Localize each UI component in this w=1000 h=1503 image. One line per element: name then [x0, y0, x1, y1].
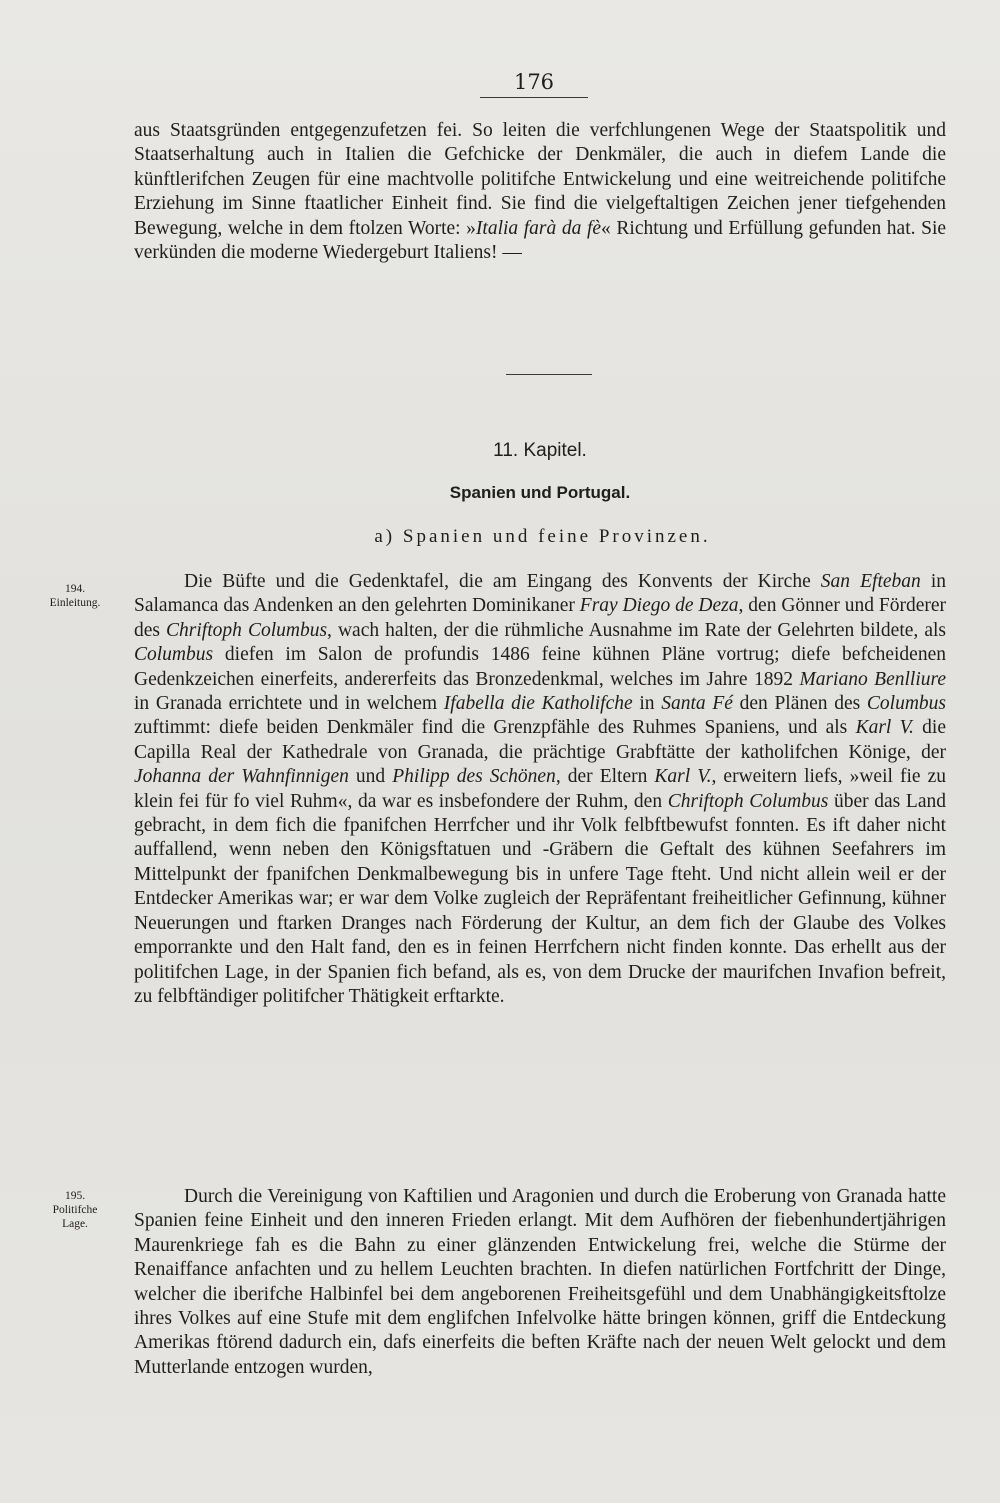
italic-name: San Efteban	[820, 571, 921, 592]
italic-name: Santa Fé	[661, 693, 733, 715]
text-run: in	[632, 693, 662, 715]
intro-motto: Italia farà da fè	[475, 217, 602, 239]
chapter-title: Spanien und Portugal.	[449, 483, 631, 502]
text-run: , der Eltern	[555, 766, 655, 788]
italic-name: Chriftoph Columbus	[667, 790, 829, 812]
text-run: , den Gönner und Förderer des	[134, 595, 946, 641]
text-run: den Plänen des	[732, 693, 867, 715]
margin-note-194	[30, 582, 120, 610]
page-number: 176	[480, 70, 588, 98]
chapter-number: 11. Kapitel.	[493, 440, 587, 461]
paragraph-194	[134, 570, 946, 1009]
italic-name: Chriftoph Columbus	[166, 619, 328, 641]
italic-name: Karl V.	[654, 766, 712, 788]
italic-name: Ifabella die Katholifche	[443, 693, 633, 715]
text-run: zuftimmt: diefe beiden Denkmäler find die Grenzpfähle des Ruhmes Spaniens, und als	[134, 717, 856, 739]
margin-note-number: 194.	[64, 583, 86, 595]
section-divider	[506, 374, 592, 375]
text-run: , wach halten, der die rühmliche Ausnahme im Rate der Gelehrten bildete, als	[327, 619, 946, 641]
italic-name: Fray Diego de Deza	[579, 595, 739, 617]
margin-note-195	[30, 1189, 120, 1231]
margin-note-label: Einleitung.	[49, 597, 101, 609]
intro-text-end: « Richtung und Erfüllung gefunden hat. Sie verkünden die moderne Wiedergeburt Italiens! —	[134, 217, 947, 264]
paragraph-195: Durch die Vereinigung von Kaftilien und Aragonien und durch die Eroberung von Granada hatte Spanien feine Einheit und den inneren Frieden erlangt. Mit dem Aufhören der fiebenhundertjährigen Maurenkriege fah es die Bahn zu einer glänzenden Entwickelung frei, welche die Stürme der Renaiffance anfachten und zu hellem Leuchten brachten. In diefen natürlichen Fortfchritt der Dinge, welcher die iberifche Halbinfel bei dem angeborenen Freiheitsgefühl und dem Unabhängigkeitsftolze ihres Volkes auf eine Stufe mit dem englifchen Infelvolke hätte bringen können, griff die Entdeckung Amerikas ftörend dadurch ein, dafs einerfeits die beften Kräfte nach der neuen Welt gelockt und dem Mutterlande entzogen wurden,	[134, 1186, 946, 1378]
italic-name: Columbus	[866, 693, 947, 715]
italic-name: Karl V.	[855, 717, 914, 739]
text-run: in Granada errichtete und in welchem	[134, 693, 444, 715]
text-run: über das Land gebracht, in dem fich die fpanifchen Herrfcher und ihr Volk felbftbewufst fonnten. Es ift daher nicht auffallend, wenn neben den Königsftatuen und -Gräbern die Geftalt des kühnen Seefahrers im Mittelpunkt der fpanifchen Denkmalbewegung bis in unfere Tage fteht. Und nicht allein weil er der Entdecker Amerikas war; er war dem Volke zugleich der Repräfentant freiheitlicher Gefinnung, kühner Neuerungen und ftarken Dranges nach Förderung der Kultur, an dem fich der Glaube des Volkes emporrankte und den Halt fand, den es in feinen Herrfchern nicht finden konnte. Das erhellt aus der politifchen Lage, in der Spanien fich befand, als es, von dem Drucke der maurifchen Invafion befreit, zu felbftändiger politifcher Thätigkeit erftarkte.	[134, 790, 946, 1007]
paragraph-intro	[134, 119, 946, 265]
text-run: Die Büfte und die Gedenktafel, die am Eingang des Konvents der Kirche	[184, 571, 821, 592]
margin-note-label: Politifche	[52, 1204, 98, 1216]
text-run: , erweitern liefs, »weil fie zu klein fei für fo viel Ruhm«, da war es insbefondere der Ruhm, den	[134, 766, 947, 812]
intro-text: aus Staatsgründen entgegenzufetzen fei. So leiten die verfchlungenen Wege der Staatspolitik und Staatserhaltung auch in Italien die Gefchicke der Denkmäler, die auch in diefem Lande die künftlerifchen Zeugen für eine machtvolle politifche Entwickelung und eine weitreichende politifche Erziehung im Sinne ftaatlicher Einheit find. Sie find die vielgeftaltigen Zeichen jener tiefgehenden Bewegung, welche in dem ftolzen Worte: »	[134, 120, 946, 239]
text-run: in Salamanca das Andenken an den gelehrten Dominikaner	[134, 571, 946, 617]
text-run: diefen im Salon de profundis 1486 feine kühnen Pläne vortrug; diefe befcheidenen Gedenkzeichen einerfeits, andererfeits das Bronzedenkmal, welches im Jahre 1892	[134, 644, 946, 690]
italic-name: Philipp des Schönen	[392, 766, 556, 788]
italic-name: Mariano Benlliure	[799, 668, 947, 690]
text-run: die Capilla Real der Kathedrale von Granada, die prächtige Grabftätte der katholifchen Könige, der	[134, 717, 946, 763]
margin-note-label: Lage.	[62, 1218, 88, 1230]
margin-note-number: 195.	[64, 1190, 86, 1202]
italic-name: Johanna der Wahnfinnigen	[134, 766, 349, 788]
text-run: und	[348, 766, 393, 788]
italic-name: Columbus	[134, 644, 214, 666]
subsection-title: a) Spanien und feine Provinzen.	[374, 526, 711, 547]
